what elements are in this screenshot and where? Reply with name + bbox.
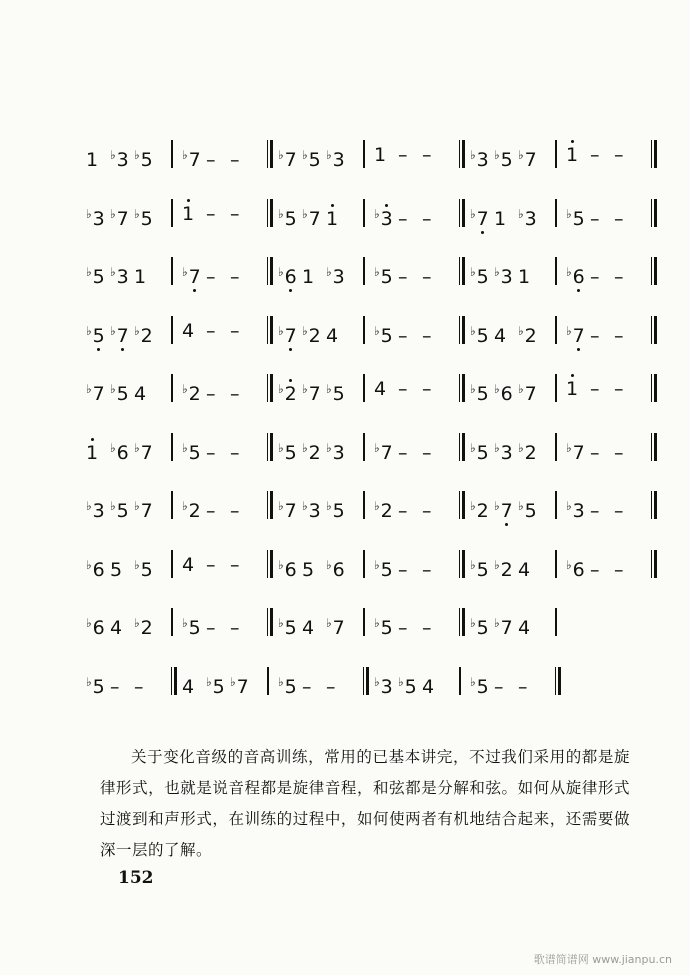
watermark: 歌谱简谱网 www.jianpu.cn: [533, 953, 672, 966]
page-number: 152: [118, 868, 154, 888]
barline: [555, 199, 557, 227]
score-line: [86, 313, 634, 353]
barline: [171, 316, 173, 344]
note-group: ♭7 – –: [374, 440, 432, 464]
barline: [363, 316, 365, 344]
note-group: ♭3 ♭5 ♭7: [86, 499, 153, 522]
double-barline: [651, 433, 658, 461]
barline: [363, 140, 365, 168]
score-line: [86, 254, 634, 294]
double-barline: [267, 257, 274, 285]
double-barline: [651, 199, 658, 227]
double-barline: [459, 374, 466, 402]
note-group: ♭7 – –: [566, 440, 624, 464]
double-barline: [651, 374, 658, 402]
note-group: ♭3 ♭7 ♭5: [86, 206, 153, 230]
double-barline: [267, 316, 274, 344]
double-barline: [459, 491, 466, 519]
barline: [171, 550, 173, 578]
note-group: 1 – –: [374, 144, 432, 166]
barline: [363, 550, 365, 578]
barline: [555, 374, 557, 402]
note-group: ♭2 – –: [182, 499, 240, 522]
double-barline: [267, 374, 274, 402]
score-line: [86, 137, 634, 177]
note-group: ♭5 4 ♭7: [278, 616, 345, 639]
note-group: 1 – –: [566, 144, 624, 166]
note-group: 4 – –: [182, 319, 240, 342]
barline: [555, 608, 557, 636]
barline: [363, 199, 365, 227]
double-barline: [555, 667, 562, 695]
note-group: ♭6 – –: [566, 557, 624, 581]
note-group: ♭6 5 ♭5: [86, 557, 153, 581]
note-group: 1 ♭6 ♭7: [86, 440, 153, 464]
note-group: ♭5 – –: [566, 206, 624, 230]
double-barline: [651, 140, 658, 168]
note-group: ♭7 – –: [182, 148, 240, 171]
note-group: 4 – –: [374, 378, 432, 400]
double-barline: [651, 257, 658, 285]
note-group: ♭5 – –: [470, 674, 528, 698]
note-group: 1 ♭3 ♭5: [86, 148, 153, 171]
note-group: ♭3 ♭5 4: [374, 674, 435, 698]
barline: [555, 140, 557, 168]
note-group: ♭5 ♭3 1: [86, 265, 147, 288]
score-line: [86, 430, 634, 470]
barline: [171, 257, 173, 285]
score-line: [86, 547, 634, 587]
note-group: ♭5 ♭2 ♭3: [278, 440, 345, 464]
double-barline: [459, 550, 466, 578]
barline: [171, 374, 173, 402]
note-group: ♭5 – –: [182, 440, 240, 464]
note-group: ♭5 ♭7 4: [470, 616, 531, 639]
note-group: ♭7 – –: [566, 323, 624, 347]
note-group: ♭5 4 ♭2: [470, 323, 537, 347]
note-group: ♭3 – –: [374, 206, 432, 230]
barline: [363, 433, 365, 461]
note-group: ♭6 4 ♭2: [86, 616, 153, 639]
note-group: ♭7 ♭3 ♭5: [278, 499, 345, 522]
double-barline: [459, 608, 466, 636]
note-group: ♭5 – –: [278, 674, 336, 698]
note-group: ♭6 1 ♭3: [278, 265, 345, 288]
barline: [363, 608, 365, 636]
note-group: ♭2 – –: [374, 499, 432, 522]
note-group: ♭5 ♭7 ♭2: [86, 323, 153, 347]
body-text: [100, 742, 630, 866]
note-group: ♭5 ♭3 ♭2: [470, 440, 537, 464]
score-line: [86, 371, 634, 411]
note-group: ♭7 ♭2 4: [278, 323, 339, 347]
barline: [171, 491, 173, 519]
note-group: 1 – –: [182, 202, 240, 225]
note-group: ♭5 – –: [374, 557, 432, 581]
double-barline: [651, 491, 658, 519]
double-barline: [171, 667, 178, 695]
score-line: [86, 605, 634, 645]
note-group: ♭6 – –: [566, 265, 624, 288]
note-group: ♭5 – –: [86, 674, 144, 698]
barline: [363, 491, 365, 519]
note-group: ♭2 ♭7 ♭5: [278, 382, 345, 405]
barline: [171, 199, 173, 227]
note-group: ♭7 1 ♭3: [470, 206, 537, 230]
barline: [171, 433, 173, 461]
note-group: 1 – –: [566, 378, 624, 400]
note-group: ♭5 ♭7 1: [278, 206, 339, 230]
note-group: ♭6 5 ♭6: [278, 557, 345, 581]
double-barline: [267, 199, 274, 227]
double-barline: [459, 433, 466, 461]
note-group: ♭2 – –: [182, 382, 240, 405]
barline: [555, 316, 557, 344]
barline: [555, 550, 557, 578]
double-barline: [267, 433, 274, 461]
double-barline: [459, 140, 466, 168]
note-group: ♭5 – –: [374, 323, 432, 347]
note-group: ♭7 ♭5 4: [86, 382, 147, 405]
double-barline: [267, 550, 274, 578]
note-group: ♭7 ♭5 ♭3: [278, 148, 345, 171]
double-barline: [267, 491, 274, 519]
double-barline: [459, 199, 466, 227]
double-barline: [267, 608, 274, 636]
barline: [363, 374, 365, 402]
double-barline: [651, 316, 658, 344]
barline: [555, 257, 557, 285]
note-group: 4 – –: [182, 553, 240, 576]
double-barline: [267, 140, 274, 168]
barline: [171, 140, 173, 168]
note-group: 4 ♭5 ♭7: [182, 674, 249, 698]
barline: [171, 608, 173, 636]
barline: [267, 667, 269, 695]
note-group: ♭5 ♭6 ♭7: [470, 382, 537, 405]
double-barline: [459, 257, 466, 285]
note-group: ♭2 ♭7 ♭5: [470, 499, 537, 522]
note-group: ♭5 – –: [374, 616, 432, 639]
barline: [363, 257, 365, 285]
double-barline: [651, 550, 658, 578]
double-barline: [363, 667, 370, 695]
score-line: [86, 664, 634, 704]
note-group: ♭3 ♭5 ♭7: [470, 148, 537, 171]
note-group: ♭5 – –: [182, 616, 240, 639]
barline: [459, 667, 461, 695]
note-group: ♭5 ♭2 4: [470, 557, 531, 581]
barline: [555, 491, 557, 519]
paragraph: 关于变化音级的音高训练，常用的已基本讲完，不过我们采用的都是旋律形式，也就是说音程都是旋律音程，和弦都是分解和弦。如何从旋律形式过渡到和声形式，在训练的过程中，如何使两者有机地结合起来，还需要做深一层的了解。: [100, 748, 630, 859]
score-line: [86, 196, 634, 236]
barline: [555, 433, 557, 461]
note-group: ♭3 – –: [566, 499, 624, 522]
note-group: ♭5 – –: [374, 265, 432, 288]
double-barline: [459, 316, 466, 344]
note-group: ♭7 – –: [182, 265, 240, 288]
score-line: [86, 488, 634, 528]
note-group: ♭5 ♭3 1: [470, 265, 531, 288]
